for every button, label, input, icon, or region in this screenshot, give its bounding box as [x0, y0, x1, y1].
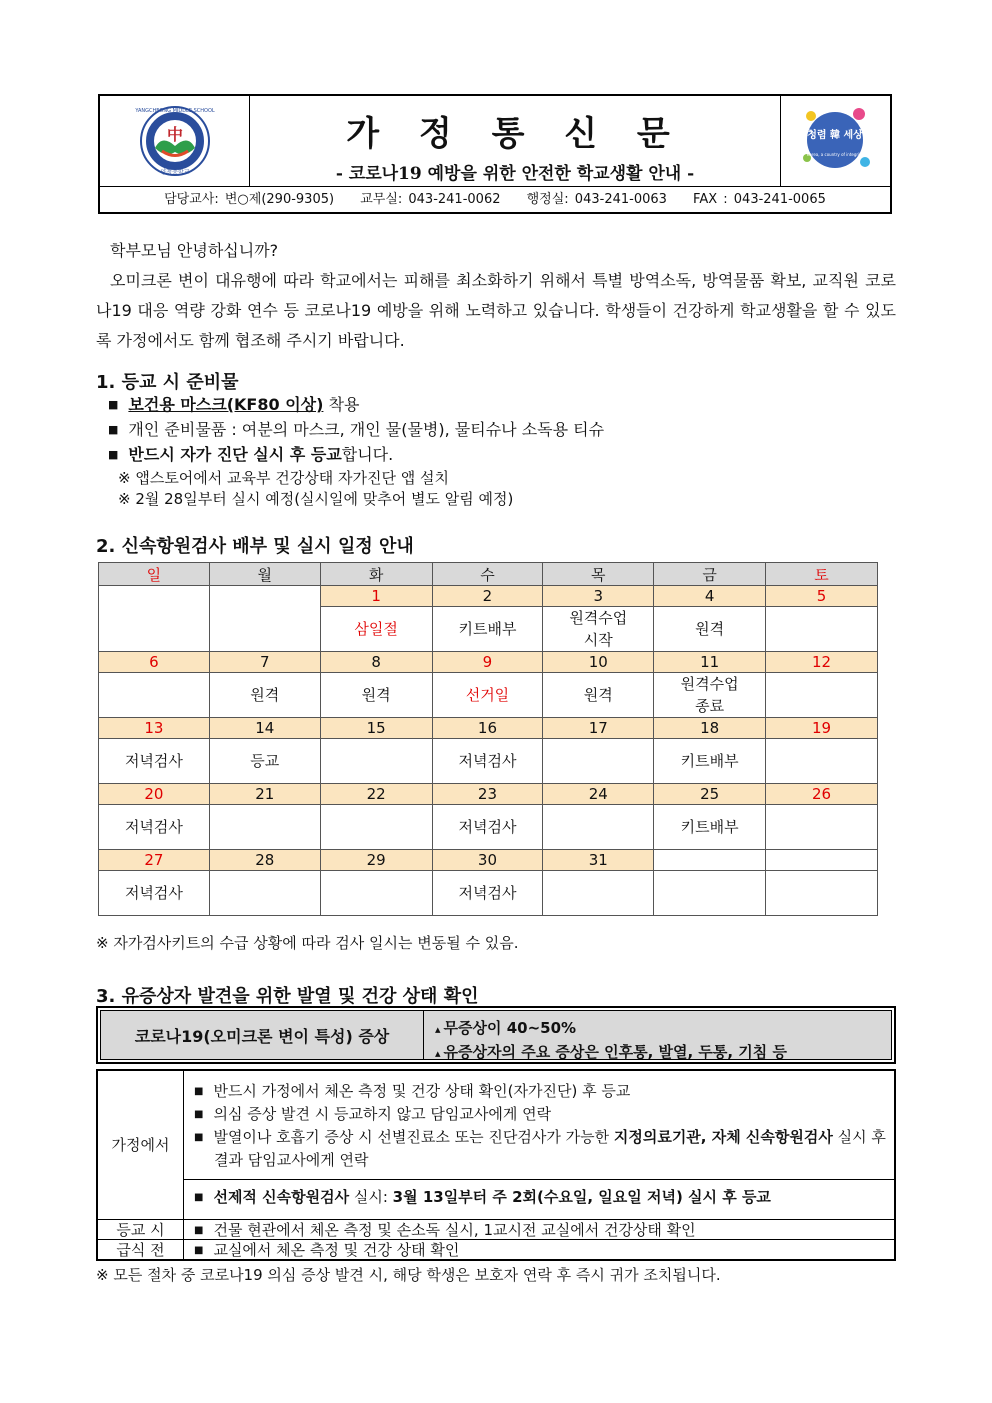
list-item: ■ 반드시 가정에서 체온 측정 및 건강 상태 확인(자가진단) 후 등교	[194, 1081, 888, 1104]
list-item: ■ 선제적 신속항원검사 실시: 3월 13일부터 주 2회(수요일, 일요일 저녁) 실시 후 등교	[194, 1187, 888, 1210]
day-event	[209, 871, 320, 916]
day-number: 20	[99, 784, 210, 805]
day-event	[320, 805, 432, 850]
symptom-box	[96, 1006, 896, 1064]
health-check-table	[96, 1069, 896, 1261]
meal-row	[98, 1239, 894, 1260]
list-item: ■ 개인 준비물품 : 여분의 마스크, 개인 물(물병), 물티슈나 소독용 티슈	[108, 418, 604, 443]
contact-teacher: 담당교사: 변○제(290-9305)	[164, 192, 335, 207]
day-number: 15	[320, 718, 432, 739]
day-event: 저녁검사	[99, 871, 210, 916]
weekday-header: 금	[654, 563, 766, 586]
arrive-label: 등교 시	[98, 1220, 184, 1240]
contact-office: 교무실: 043-241-0062	[360, 192, 501, 207]
day-number: 3	[543, 586, 654, 607]
integrity-logo-sub: Korea, a country of integrity	[806, 152, 864, 157]
day-event: 키트배부	[432, 607, 543, 652]
school-logo	[100, 96, 250, 186]
weekday-header: 화	[320, 563, 432, 586]
day-event: 키트배부	[654, 805, 766, 850]
day-number	[766, 850, 878, 871]
day-number: 24	[543, 784, 654, 805]
list-item: ■ 반드시 자가 진단 실시 후 등교합니다.	[108, 443, 604, 468]
day-number: 29	[320, 850, 432, 871]
day-number: 5	[766, 586, 878, 607]
day-event: 원격	[320, 673, 432, 718]
day-event: 원격수업 시작	[543, 607, 654, 652]
day-event	[766, 673, 878, 718]
weekday-header: 토	[766, 563, 878, 586]
integrity-logo	[780, 96, 890, 186]
weekday-header: 월	[209, 563, 320, 586]
day-event: 저녁검사	[99, 739, 210, 784]
list-item: ■ 보건용 마스크(KF80 이상) 착용	[108, 393, 604, 418]
day-event: 원격	[209, 673, 320, 718]
day-number	[209, 586, 320, 652]
school-logo-ring: YANGCHEONG MIDDLE SCHOOL	[135, 108, 215, 114]
list-item: ■ 교실에서 체온 측정 및 건강 상태 확인	[194, 1240, 888, 1263]
page-subtitle: - 코로나19 예방을 위한 안전한 학교생활 안내 -	[335, 164, 695, 184]
calendar-note: ※ 자가검사키트의 수급 상황에 따라 검사 일시는 변동될 수 있음.	[96, 934, 519, 952]
day-number: 17	[543, 718, 654, 739]
day-event	[209, 805, 320, 850]
day-number: 14	[209, 718, 320, 739]
symptom-label: 코로나19(오미크론 변이 특성) 증상	[101, 1011, 424, 1059]
list-item: ■ 의심 증상 발견 시 등교하지 않고 담임교사에게 연락	[194, 1104, 888, 1127]
day-event	[766, 805, 878, 850]
final-note: ※ 모든 절차 중 코로나19 의심 증상 발견 시, 해당 학생은 보호자 연락 후 즉시 귀가 조치됩니다.	[96, 1266, 721, 1284]
section1-title: 1. 등교 시 준비물	[96, 372, 239, 393]
contact-bar	[100, 186, 890, 215]
day-number: 6	[99, 652, 210, 673]
day-number: 21	[209, 784, 320, 805]
day-number: 23	[432, 784, 543, 805]
list-item: ■ 건물 현관에서 체온 측정 및 손소독 실시, 1교시전 교실에서 건강상태 확인	[194, 1220, 888, 1243]
day-number: 26	[766, 784, 878, 805]
day-number	[99, 586, 210, 652]
day-number: 16	[432, 718, 543, 739]
note: ※ 2월 28일부터 실시 예정(실시일에 맞추어 별도 알림 예정)	[118, 490, 514, 508]
day-event: 원격	[543, 673, 654, 718]
day-event: 삼일절	[320, 607, 432, 652]
day-event	[654, 871, 766, 916]
day-number: 25	[654, 784, 766, 805]
section2-title: 2. 신속항원검사 배부 및 실시 일정 안내	[96, 536, 414, 557]
day-event: 원격	[654, 607, 766, 652]
day-event: 원격수업 종료	[654, 673, 766, 718]
day-number: 13	[99, 718, 210, 739]
day-number: 31	[543, 850, 654, 871]
contact-admin: 행정실: 043-241-0063	[526, 192, 667, 207]
day-number: 22	[320, 784, 432, 805]
day-number: 2	[432, 586, 543, 607]
day-number: 10	[543, 652, 654, 673]
day-event: 저녁검사	[432, 871, 543, 916]
day-event: 선거일	[432, 673, 543, 718]
day-number: 4	[654, 586, 766, 607]
day-number: 7	[209, 652, 320, 673]
schedule-calendar	[98, 562, 878, 916]
home-row	[98, 1071, 894, 1219]
intro-body: 오미크론 변이 대유행에 따라 학교에서는 피해를 최소화하기 위해서 특별 방역소독, 방역물품 확보, 교직원 코로나19 대응 역량 강화 연수 등 코로나19 예방을 위해 노력하고 있습니다. 학생들이 건강하게 학교생활을 할 수 있도록 가정에서도 함께 협조해 주시기 바랍니다.	[96, 271, 896, 350]
day-number	[654, 850, 766, 871]
day-event	[766, 607, 878, 652]
home-label: 가정에서	[98, 1071, 184, 1219]
day-event	[99, 673, 210, 718]
day-event	[320, 739, 432, 784]
weekday-header: 목	[543, 563, 654, 586]
arrive-row	[98, 1219, 894, 1240]
integrity-logo-text: 청렴 韓 세상	[807, 130, 863, 141]
day-event	[320, 871, 432, 916]
greeting: 학부모님 안녕하십니까?	[110, 241, 279, 260]
list-item: ■ 발열이나 호흡기 증상 시 선별진료소 또는 진단검사가 가능한 지정의료기관, 자체 신속항원검사 실시 후 결과 담임교사에게 연락	[194, 1127, 888, 1171]
section1-list	[108, 393, 604, 510]
day-number: 18	[654, 718, 766, 739]
day-event	[766, 871, 878, 916]
weekday-header: 수	[432, 563, 543, 586]
day-number: 11	[654, 652, 766, 673]
page-title: 가 정 통 신 문	[346, 114, 684, 154]
day-event	[543, 805, 654, 850]
day-event: 저녁검사	[432, 739, 543, 784]
school-logo-bottom: 양청중학교	[160, 169, 190, 176]
day-number: 19	[766, 718, 878, 739]
weekday-header: 일	[99, 563, 210, 586]
day-number: 28	[209, 850, 320, 871]
school-logo-center: 中	[166, 125, 184, 144]
newsletter-header	[98, 94, 892, 214]
day-number: 27	[99, 850, 210, 871]
day-event	[543, 739, 654, 784]
day-number: 9	[432, 652, 543, 673]
intro-text	[96, 236, 896, 356]
symptom-2: ▴ 유증상자의 주요 증상은 인후통, 발열, 두통, 기침 등	[435, 1041, 787, 1065]
symptom-1: ▴ 무증상이 40~50%	[435, 1017, 787, 1041]
day-event: 키트배부	[654, 739, 766, 784]
contact-fax: FAX : 043-241-0065	[693, 192, 826, 207]
note: ※ 앱스토어에서 교육부 건강상태 자가진단 앱 설치	[118, 469, 449, 487]
day-event: 등교	[209, 739, 320, 784]
section3-title: 3. 유증상자 발견을 위한 발열 및 건강 상태 확인	[96, 986, 479, 1007]
day-event	[543, 871, 654, 916]
day-number: 12	[766, 652, 878, 673]
day-event: 저녁검사	[432, 805, 543, 850]
meal-label: 급식 전	[98, 1240, 184, 1260]
day-number: 1	[320, 586, 432, 607]
day-number: 8	[320, 652, 432, 673]
day-number: 30	[432, 850, 543, 871]
day-event: 저녁검사	[99, 805, 210, 850]
day-event	[766, 739, 878, 784]
